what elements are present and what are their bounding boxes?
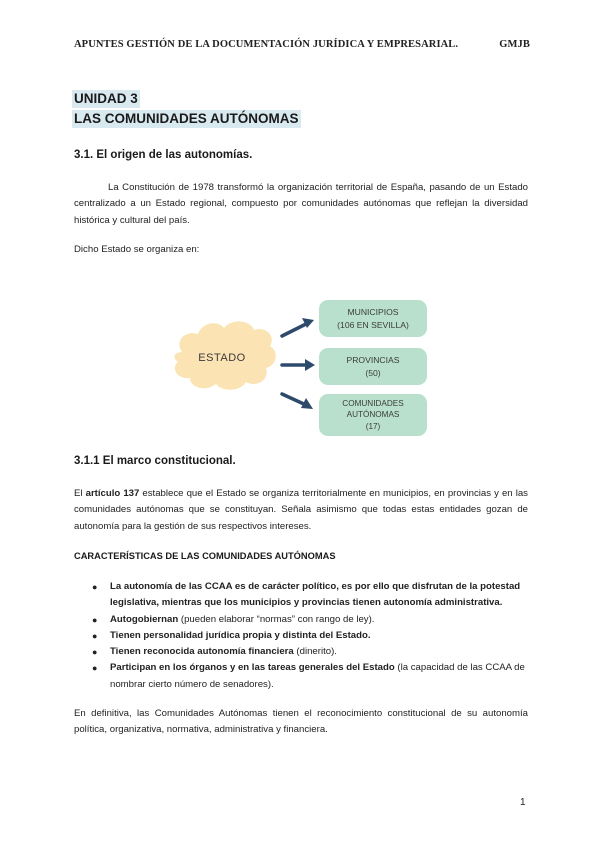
box-municipios-line1: MUNICIPIOS	[347, 307, 399, 317]
arrow-to-comunidades	[282, 394, 313, 409]
list-item	[74, 628, 530, 644]
box-comunidades	[319, 394, 427, 436]
item-rest-text: (la capacidad de las CCAA de nombrar cierto número de senadores).	[110, 662, 525, 690]
bullet-icon: ●	[92, 663, 98, 674]
characteristics-title: CARACTERÍSTICAS DE LAS COMUNIDADES AUTÓNOMAS	[74, 551, 336, 561]
box-provincias-line1: PROVINCIAS	[346, 355, 400, 365]
list-item	[74, 644, 530, 660]
header-author: GMJB	[499, 39, 530, 50]
bullet-icon: ●	[92, 614, 98, 625]
estado-cloud	[175, 321, 276, 389]
box-comunidades-line2: AUTÓNOMAS	[346, 410, 400, 419]
unit-title: LAS COMUNIDADES AUTÓNOMAS	[74, 111, 299, 126]
item-bold-text: Tienen reconocida autonomía financiera	[110, 646, 294, 658]
characteristics-list	[74, 579, 530, 693]
box-municipios	[319, 300, 427, 337]
estado-label: ESTADO	[198, 352, 246, 364]
item-rest-text: (dinerito).	[293, 646, 337, 658]
section-framework-heading: 3.1.1 El marco constitucional.	[74, 455, 236, 467]
list-item	[74, 660, 530, 693]
arrow-to-municipios	[282, 318, 314, 336]
unit-number: UNIDAD 3	[74, 91, 138, 106]
framework-text-rest: establece que el Estado se organiza territorialmente en municipios, en provincias y en las comunidades autónomas que se constituyan. Señala asimismo que todas estas entidades gozan de autonomía para la gestión de sus respectivos intereses.	[74, 488, 528, 532]
box-comunidades-line1: COMUNIDADES	[342, 399, 404, 408]
bullet-icon: ●	[92, 630, 98, 641]
page-header	[74, 39, 530, 50]
bullet-icon: ●	[92, 647, 98, 658]
item-bold-text: Tienen personalidad jurídica propia y distinta del Estado.	[110, 629, 371, 641]
list-item	[74, 612, 530, 628]
box-comunidades-line3: (17)	[365, 422, 381, 431]
arrow-to-provincias	[282, 359, 315, 371]
section-origin-intro: Dicho Estado se organiza en:	[74, 244, 200, 255]
item-bold-text: Autogobiernan	[110, 613, 179, 625]
bullet-icon: ●	[92, 582, 98, 592]
conclusion-paragraph: En definitiva, las Comunidades Autónomas tienen el reconocimiento constitucional de su autonomía política, organizativa, normativa, administrativa y financiera.	[74, 708, 528, 736]
list-item	[74, 579, 530, 612]
item-bold-text: Participan en los órganos y en las tareas generales del Estado	[110, 662, 395, 674]
section-framework-paragraph	[74, 486, 528, 535]
diagram-arrows	[282, 318, 315, 409]
page-number: 1	[520, 797, 526, 808]
section-origin-paragraph: La Constitución de 1978 transformó la organización territorial de España, pasando de un Estado centralizado a un Estado regional, compuesto por comunidades autónomas que reflejan la diversidad histórica y cultural del país.	[74, 182, 528, 226]
box-provincias-line2: (50)	[365, 368, 381, 378]
item-bold-text: La autonomía de las CCAA es de carácter político, es por ello que disfrutan de la potestad legislativa, mientras que los municipios y provincias tienen autonomía administrativa.	[110, 581, 521, 609]
box-municipios-line2: (106 EN SEVILLA)	[337, 320, 409, 330]
box-provincias	[319, 348, 427, 385]
header-title: APUNTES GESTIÓN DE LA DOCUMENTACIÓN JURÍDICA Y EMPRESARIAL.	[74, 39, 459, 50]
framework-text-start: El	[74, 488, 86, 499]
framework-article-ref: artículo 137	[85, 488, 140, 499]
item-rest-text: (pueden elaborar “normas” con rango de ley).	[178, 613, 375, 625]
organization-diagram	[160, 290, 440, 440]
section-origin-heading: 3.1. El origen de las autonomías.	[74, 149, 253, 161]
